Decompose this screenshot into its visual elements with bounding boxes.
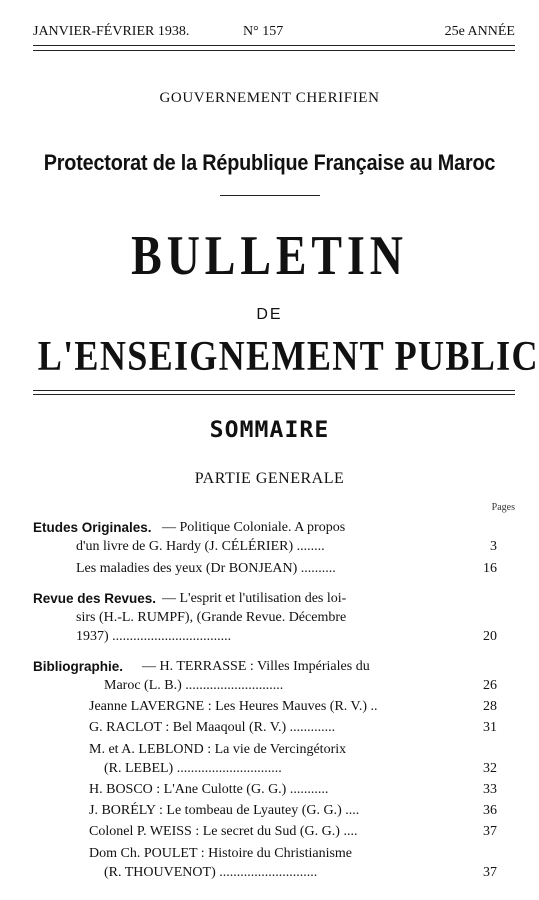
toc-entry-text: Les maladies des yeux (Dr BONJEAN) .......... — [76, 561, 336, 576]
toc-page-number: 31 — [483, 720, 497, 735]
toc-page-number: 28 — [483, 699, 497, 714]
toc-page-number: 26 — [483, 678, 497, 693]
issue-date: JANVIER-FÉVRIER 1938. — [33, 24, 190, 39]
toc-page-number: 37 — [483, 824, 497, 839]
toc-entry-text: (R. THOUVENOT) ............................ — [104, 865, 318, 880]
toc-entry-text: Colonel P. WEISS : Le secret du Sud (G. G.) .... — [89, 824, 358, 839]
toc-entry-text: Dom Ch. POULET : Histoire du Christianisme — [89, 846, 353, 861]
toc-entry-text: H. BOSCO : L'Ane Culotte (G. G.) ........... — [89, 782, 329, 797]
toc-entry-text: — L'esprit et l'utilisation des loi- — [162, 591, 347, 606]
header-rule — [33, 45, 515, 51]
title-rule — [33, 390, 515, 395]
toc-entry-text: (R. LEBEL) .............................. — [104, 761, 282, 776]
toc-page-number: 32 — [483, 761, 497, 776]
section-heading-biblio: Bibliographie. — [33, 659, 124, 674]
section-heading-revue: Revue des Revues. — [33, 591, 157, 606]
title-de: DE — [256, 306, 283, 323]
toc-entry-text: M. et A. LEBLOND : La vie de Vercingétorix — [89, 742, 347, 757]
government-title: GOUVERNEMENT CHERIFIEN — [159, 90, 380, 106]
toc-page-number: 36 — [483, 803, 497, 818]
bulletin-title: BULLETIN — [131, 225, 408, 287]
toc-entry-text: Jeanne LAVERGNE : Les Heures Mauves (R. V.) .. — [89, 699, 378, 714]
divider-rule — [220, 195, 320, 196]
sommaire-heading: SOMMAIRE — [209, 418, 330, 443]
toc-entry-text: G. RACLOT : Bel Maaqoul (R. V.) ............. — [89, 720, 336, 735]
issue-header — [33, 24, 515, 40]
toc-entry-text: — H. TERRASSE : Villes Impériales du — [142, 659, 370, 674]
toc-page-number: 37 — [483, 865, 497, 880]
toc-entry-text: J. BORÉLY : Le tombeau de Lyautey (G. G.) .... — [89, 803, 360, 818]
toc-entry-text: d'un livre de G. Hardy (J. CÉLÉRIER) ........ — [76, 539, 325, 554]
partie-heading: PARTIE GENERALE — [194, 470, 345, 487]
enseignement-title: L'ENSEIGNEMENT PUBLIC — [37, 334, 539, 380]
toc-entry-text: — Politique Coloniale. A propos — [162, 520, 346, 535]
issue-year: 25e ANNÉE — [444, 24, 515, 39]
toc-page-number: 16 — [483, 561, 497, 576]
issue-number: N° 157 — [243, 24, 284, 39]
section-heading-etudes: Etudes Originales. — [33, 520, 152, 535]
protectorat-title: Protectorat de la République Française au Maroc — [43, 150, 496, 175]
toc-page-number: 33 — [483, 782, 497, 797]
pages-column-label: Pages — [491, 502, 515, 513]
toc-page-number: 3 — [490, 539, 497, 554]
toc-entry-text: 1937) .................................. — [76, 629, 232, 644]
toc-page-number: 20 — [483, 629, 497, 644]
toc-entry-text: sirs (H.-L. RUMPF), (Grande Revue. Décembre — [76, 610, 347, 625]
toc-entry-text: Maroc (L. B.) ............................ — [104, 678, 284, 693]
